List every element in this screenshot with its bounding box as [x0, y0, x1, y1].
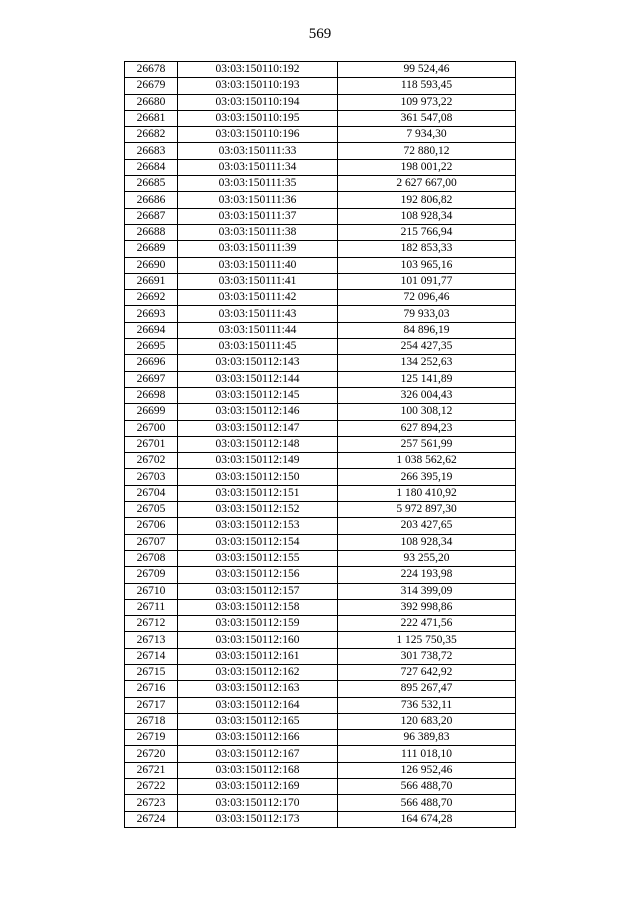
row-number-cell: 26680	[125, 94, 178, 110]
table-body	[125, 62, 516, 828]
row-number-cell: 26693	[125, 306, 178, 322]
row-number-cell: 26719	[125, 730, 178, 746]
cadastral-number-cell: 03:03:150111:44	[178, 322, 338, 338]
value-cell: 120 683,20	[338, 713, 516, 729]
row-number-cell: 26714	[125, 648, 178, 664]
value-cell: 79 933,03	[338, 306, 516, 322]
value-cell: 627 894,23	[338, 420, 516, 436]
value-cell: 203 427,65	[338, 518, 516, 534]
value-cell: 118 593,45	[338, 78, 516, 94]
row-number-cell: 26715	[125, 664, 178, 680]
cadastral-number-cell: 03:03:150110:192	[178, 62, 338, 78]
value-cell: 566 488,70	[338, 779, 516, 795]
value-cell: 224 193,98	[338, 567, 516, 583]
table-row	[125, 599, 516, 615]
table-row	[125, 779, 516, 795]
value-cell: 727 642,92	[338, 664, 516, 680]
table-row	[125, 322, 516, 338]
row-number-cell: 26700	[125, 420, 178, 436]
table-row	[125, 387, 516, 403]
value-cell: 7 934,30	[338, 127, 516, 143]
row-number-cell: 26711	[125, 599, 178, 615]
value-cell: 1 038 562,62	[338, 453, 516, 469]
cadastral-number-cell: 03:03:150110:196	[178, 127, 338, 143]
row-number-cell: 26684	[125, 159, 178, 175]
value-cell: 109 973,22	[338, 94, 516, 110]
cadastral-number-cell: 03:03:150110:195	[178, 110, 338, 126]
row-number-cell: 26683	[125, 143, 178, 159]
value-cell: 895 267,47	[338, 681, 516, 697]
table-row	[125, 404, 516, 420]
cadastral-number-cell: 03:03:150111:36	[178, 192, 338, 208]
table-row	[125, 664, 516, 680]
value-cell: 100 308,12	[338, 404, 516, 420]
row-number-cell: 26698	[125, 387, 178, 403]
row-number-cell: 26695	[125, 339, 178, 355]
table-row	[125, 762, 516, 778]
row-number-cell: 26701	[125, 436, 178, 452]
value-cell: 361 547,08	[338, 110, 516, 126]
cadastral-number-cell: 03:03:150111:43	[178, 306, 338, 322]
value-cell: 134 252,63	[338, 355, 516, 371]
cadastral-number-cell: 03:03:150112:165	[178, 713, 338, 729]
cadastral-number-cell: 03:03:150112:149	[178, 453, 338, 469]
value-cell: 96 389,83	[338, 730, 516, 746]
table-row	[125, 257, 516, 273]
cadastral-number-cell: 03:03:150112:159	[178, 616, 338, 632]
value-cell: 198 001,22	[338, 159, 516, 175]
row-number-cell: 26686	[125, 192, 178, 208]
cadastral-number-cell: 03:03:150112:170	[178, 795, 338, 811]
cadastral-number-cell: 03:03:150112:155	[178, 550, 338, 566]
cadastral-number-cell: 03:03:150112:164	[178, 697, 338, 713]
cadastral-number-cell: 03:03:150111:39	[178, 241, 338, 257]
value-cell: 566 488,70	[338, 795, 516, 811]
row-number-cell: 26694	[125, 322, 178, 338]
cadastral-number-cell: 03:03:150112:146	[178, 404, 338, 420]
table-row	[125, 567, 516, 583]
cadastral-number-cell: 03:03:150111:35	[178, 176, 338, 192]
table-row	[125, 616, 516, 632]
page-number: 569	[308, 26, 332, 42]
value-cell: 192 806,82	[338, 192, 516, 208]
value-cell: 5 972 897,30	[338, 502, 516, 518]
value-cell: 1 125 750,35	[338, 632, 516, 648]
table-row	[125, 730, 516, 746]
table-row	[125, 176, 516, 192]
value-cell: 222 471,56	[338, 616, 516, 632]
cadastral-number-cell: 03:03:150112:158	[178, 599, 338, 615]
table-row	[125, 208, 516, 224]
row-number-cell: 26692	[125, 290, 178, 306]
cadastral-number-cell: 03:03:150110:194	[178, 94, 338, 110]
row-number-cell: 26705	[125, 502, 178, 518]
value-cell: 126 952,46	[338, 762, 516, 778]
table-row	[125, 485, 516, 501]
row-number-cell: 26723	[125, 795, 178, 811]
table-row	[125, 502, 516, 518]
row-number-cell: 26689	[125, 241, 178, 257]
row-number-cell: 26703	[125, 469, 178, 485]
value-cell: 108 928,34	[338, 534, 516, 550]
row-number-cell: 26716	[125, 681, 178, 697]
row-number-cell: 26699	[125, 404, 178, 420]
cadastral-number-cell: 03:03:150112:157	[178, 583, 338, 599]
row-number-cell: 26690	[125, 257, 178, 273]
cadastral-number-cell: 03:03:150112:153	[178, 518, 338, 534]
row-number-cell: 26708	[125, 550, 178, 566]
cadastral-number-cell: 03:03:150112:150	[178, 469, 338, 485]
table-row	[125, 62, 516, 78]
table-row	[125, 550, 516, 566]
table-row	[125, 192, 516, 208]
cadastral-number-cell: 03:03:150112:154	[178, 534, 338, 550]
value-cell: 101 091,77	[338, 273, 516, 289]
table-row	[125, 241, 516, 257]
table-row	[125, 420, 516, 436]
row-number-cell: 26707	[125, 534, 178, 550]
row-number-cell: 26721	[125, 762, 178, 778]
value-cell: 266 395,19	[338, 469, 516, 485]
value-cell: 72 096,46	[338, 290, 516, 306]
value-cell: 1 180 410,92	[338, 485, 516, 501]
value-cell: 164 674,28	[338, 811, 516, 827]
row-number-cell: 26687	[125, 208, 178, 224]
table-row	[125, 224, 516, 240]
value-cell: 125 141,89	[338, 371, 516, 387]
cadastral-number-cell: 03:03:150111:33	[178, 143, 338, 159]
table-row	[125, 371, 516, 387]
cadastral-number-cell: 03:03:150112:173	[178, 811, 338, 827]
value-cell: 84 896,19	[338, 322, 516, 338]
row-number-cell: 26702	[125, 453, 178, 469]
cadastral-number-cell: 03:03:150112:160	[178, 632, 338, 648]
cadastral-number-cell: 03:03:150112:147	[178, 420, 338, 436]
value-cell: 93 255,20	[338, 550, 516, 566]
cadastral-number-cell: 03:03:150112:169	[178, 779, 338, 795]
value-cell: 108 928,34	[338, 208, 516, 224]
table-row	[125, 534, 516, 550]
cadastral-number-cell: 03:03:150112:156	[178, 567, 338, 583]
row-number-cell: 26710	[125, 583, 178, 599]
table-row	[125, 632, 516, 648]
table-row	[125, 159, 516, 175]
row-number-cell: 26720	[125, 746, 178, 762]
table-row	[125, 306, 516, 322]
table-row	[125, 697, 516, 713]
row-number-cell: 26717	[125, 697, 178, 713]
table-row	[125, 78, 516, 94]
row-number-cell: 26706	[125, 518, 178, 534]
value-cell: 182 853,33	[338, 241, 516, 257]
cadastral-number-cell: 03:03:150112:167	[178, 746, 338, 762]
row-number-cell: 26688	[125, 224, 178, 240]
table-row	[125, 518, 516, 534]
table-row	[125, 339, 516, 355]
cadastral-number-cell: 03:03:150112:148	[178, 436, 338, 452]
table-row	[125, 110, 516, 126]
cadastral-number-cell: 03:03:150112:168	[178, 762, 338, 778]
value-cell: 736 532,11	[338, 697, 516, 713]
cadastral-number-cell: 03:03:150111:41	[178, 273, 338, 289]
cadastral-number-cell: 03:03:150112:163	[178, 681, 338, 697]
cadastral-number-cell: 03:03:150111:34	[178, 159, 338, 175]
table-row	[125, 127, 516, 143]
row-number-cell: 26696	[125, 355, 178, 371]
row-number-cell: 26681	[125, 110, 178, 126]
cadastral-number-cell: 03:03:150111:38	[178, 224, 338, 240]
cadastral-number-cell: 03:03:150111:42	[178, 290, 338, 306]
table-row	[125, 811, 516, 827]
value-cell: 301 738,72	[338, 648, 516, 664]
data-table	[124, 61, 516, 828]
row-number-cell: 26678	[125, 62, 178, 78]
cadastral-number-cell: 03:03:150111:45	[178, 339, 338, 355]
table-row	[125, 143, 516, 159]
table-row	[125, 290, 516, 306]
cadastral-number-cell: 03:03:150112:144	[178, 371, 338, 387]
cadastral-number-cell: 03:03:150112:143	[178, 355, 338, 371]
row-number-cell: 26685	[125, 176, 178, 192]
value-cell: 111 018,10	[338, 746, 516, 762]
table-row	[125, 94, 516, 110]
table-row	[125, 648, 516, 664]
value-cell: 326 004,43	[338, 387, 516, 403]
row-number-cell: 26713	[125, 632, 178, 648]
table-row	[125, 681, 516, 697]
value-cell: 2 627 667,00	[338, 176, 516, 192]
value-cell: 254 427,35	[338, 339, 516, 355]
row-number-cell: 26722	[125, 779, 178, 795]
value-cell: 103 965,16	[338, 257, 516, 273]
cadastral-number-cell: 03:03:150110:193	[178, 78, 338, 94]
table-row	[125, 355, 516, 371]
row-number-cell: 26682	[125, 127, 178, 143]
cadastral-number-cell: 03:03:150112:166	[178, 730, 338, 746]
row-number-cell: 26691	[125, 273, 178, 289]
value-cell: 99 524,46	[338, 62, 516, 78]
cadastral-number-cell: 03:03:150112:151	[178, 485, 338, 501]
cadastral-number-cell: 03:03:150112:161	[178, 648, 338, 664]
row-number-cell: 26697	[125, 371, 178, 387]
table-row	[125, 469, 516, 485]
table-row	[125, 436, 516, 452]
row-number-cell: 26718	[125, 713, 178, 729]
row-number-cell: 26704	[125, 485, 178, 501]
row-number-cell: 26679	[125, 78, 178, 94]
table-row	[125, 273, 516, 289]
value-cell: 392 998,86	[338, 599, 516, 615]
table-row	[125, 713, 516, 729]
row-number-cell: 26724	[125, 811, 178, 827]
value-cell: 215 766,94	[338, 224, 516, 240]
cadastral-number-cell: 03:03:150111:37	[178, 208, 338, 224]
table-row	[125, 795, 516, 811]
cadastral-number-cell: 03:03:150112:145	[178, 387, 338, 403]
value-cell: 257 561,99	[338, 436, 516, 452]
cadastral-number-cell: 03:03:150112:162	[178, 664, 338, 680]
table-row	[125, 746, 516, 762]
row-number-cell: 26709	[125, 567, 178, 583]
cadastral-number-cell: 03:03:150112:152	[178, 502, 338, 518]
table-row	[125, 453, 516, 469]
value-cell: 72 880,12	[338, 143, 516, 159]
cadastral-number-cell: 03:03:150111:40	[178, 257, 338, 273]
table-row	[125, 583, 516, 599]
value-cell: 314 399,09	[338, 583, 516, 599]
row-number-cell: 26712	[125, 616, 178, 632]
